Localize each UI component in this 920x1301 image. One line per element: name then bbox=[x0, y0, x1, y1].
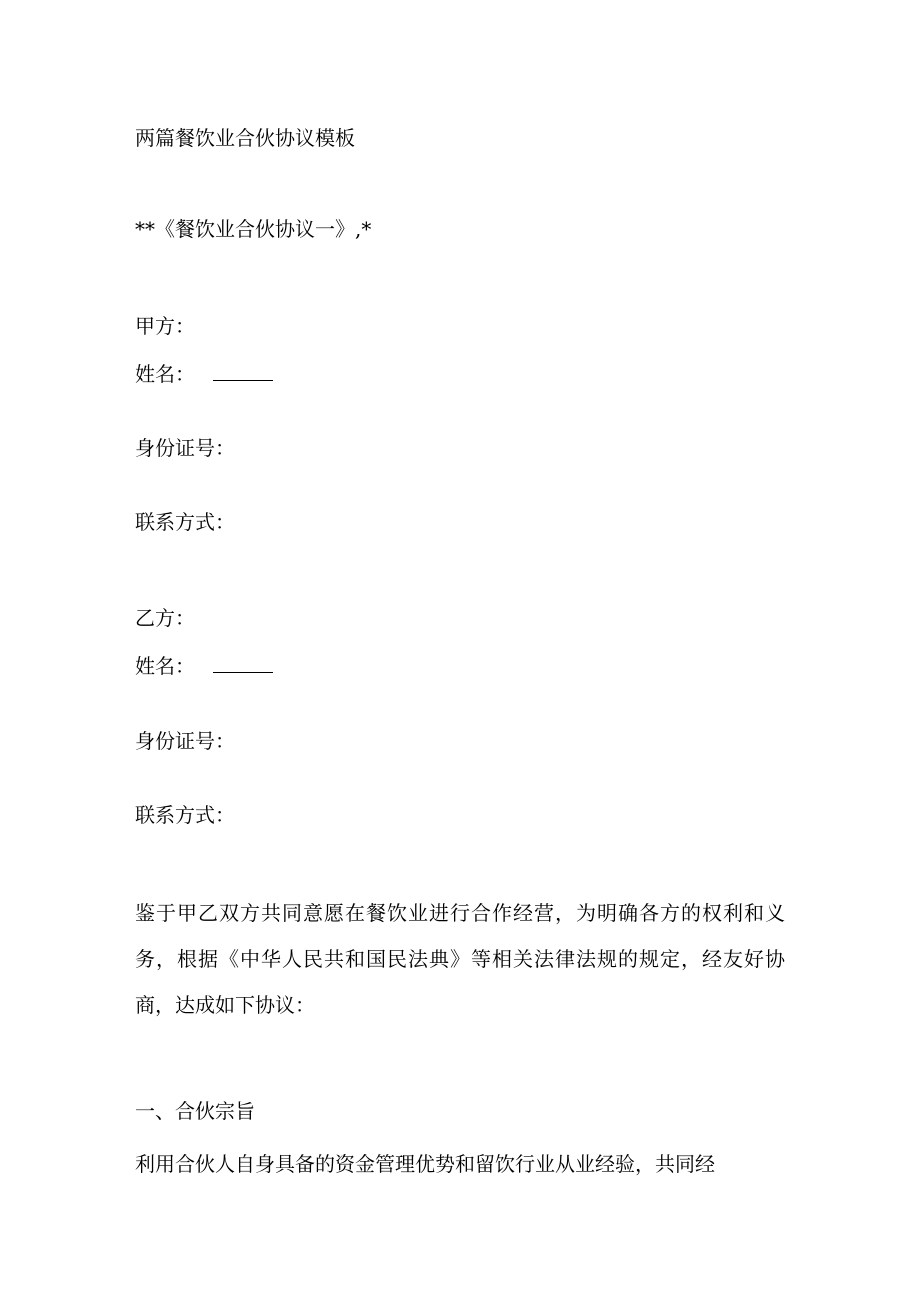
party-a-id-label: 身份证号： bbox=[135, 436, 235, 460]
party-b-name-label: 姓名： bbox=[135, 654, 195, 678]
party-a-name-blank bbox=[213, 379, 273, 381]
document-title: 两篇餐饮业合伙协议模板 bbox=[135, 126, 355, 150]
party-b-id-label: 身份证号： bbox=[135, 729, 235, 753]
section-1-heading: 一、合伙宗旨 bbox=[135, 1099, 255, 1123]
party-b-name-row bbox=[135, 656, 273, 676]
section-1-text: 利用合伙人自身具备的资金管理优势和留饮行业从业经验，共同经 bbox=[135, 1152, 715, 1176]
party-a-name-label: 姓名： bbox=[135, 362, 195, 386]
party-a-heading: 甲方： bbox=[135, 314, 195, 338]
party-a-contact-label: 联系方式： bbox=[135, 510, 235, 534]
preamble-paragraph: 鉴于甲乙双方共同意愿在餐饮业进行合作经营，为明确各方的权利和义务，根据《中华人民共和国民法典》等相关法律法规的规定，经友好协商，达成如下协议： bbox=[135, 901, 785, 1017]
party-b-heading: 乙方： bbox=[135, 606, 195, 630]
document-subtitle: **《餐饮业合伙协议一》,* bbox=[135, 217, 372, 241]
party-b-name-blank bbox=[213, 671, 273, 673]
party-b-contact-label: 联系方式： bbox=[135, 803, 235, 827]
party-a-name-row bbox=[135, 364, 273, 384]
